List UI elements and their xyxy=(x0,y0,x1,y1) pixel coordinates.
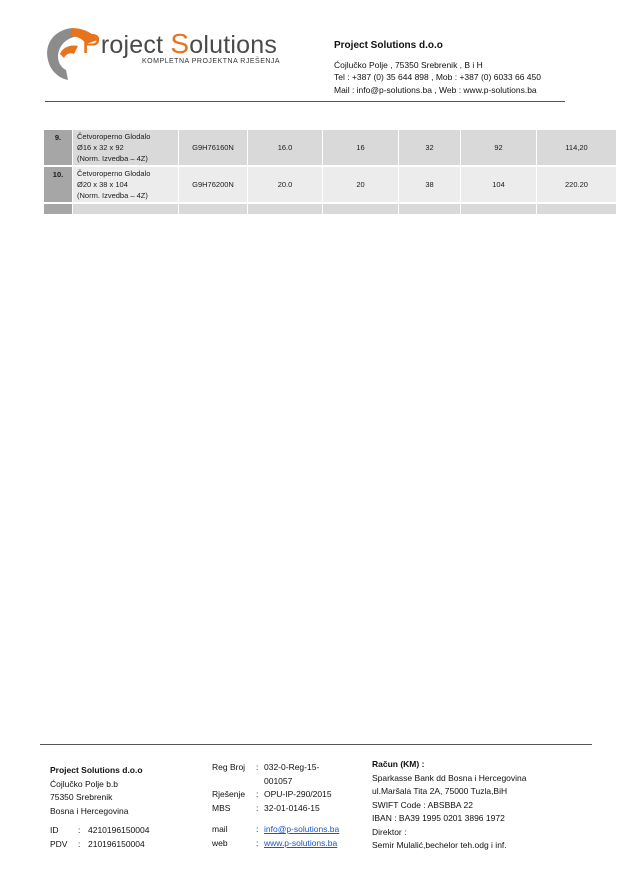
id-value: 4210196150004 xyxy=(88,825,150,835)
separator: : xyxy=(256,802,259,813)
row-desc-line: (Norm. Izvedba – 4Z) xyxy=(77,191,148,200)
footer-id-row xyxy=(50,824,149,838)
mbs-value: 32-01-0146-15 xyxy=(264,802,320,813)
row-price xyxy=(537,202,617,214)
separator: : xyxy=(256,824,259,834)
footer-divider xyxy=(40,744,592,745)
footer-pdv-row xyxy=(50,838,149,852)
direktor-label: Direktor : xyxy=(372,826,407,837)
id-label: ID xyxy=(50,825,59,835)
row-l xyxy=(461,202,537,214)
row-desc-line: Četvoroperno Glodalo xyxy=(77,169,151,178)
web-row xyxy=(212,837,364,851)
rjesenje-row xyxy=(212,788,364,802)
footer-address-line: 75350 Srebrenik xyxy=(50,792,113,802)
mail-row xyxy=(212,823,364,837)
row-price: 220.20 xyxy=(537,165,617,202)
row-desc-line: (Norm. Izvedba – 4Z) xyxy=(77,154,148,163)
logo-word-project: roject xyxy=(100,31,171,59)
mail-link[interactable]: info@p-solutions.ba xyxy=(264,824,340,834)
footer-company-name: Project Solutions d.o.o xyxy=(50,765,143,775)
iban: IBAN : BA39 1995 0201 3896 1972 xyxy=(372,813,505,823)
company-name: Project Solutions d.o.o xyxy=(334,40,443,51)
footer-company xyxy=(50,764,149,851)
footer-registration xyxy=(212,761,364,850)
footer-address-line: Ćojlučko Polje b.b xyxy=(50,778,119,789)
row-desc-line: Ø20 x 38 x 104 xyxy=(77,180,128,189)
row-d2: 20 xyxy=(323,165,399,202)
row-number: 10. xyxy=(44,165,73,202)
row-l1: 32 xyxy=(399,130,461,165)
separator: : xyxy=(78,825,81,835)
row-description xyxy=(73,165,179,202)
table-row xyxy=(44,165,617,202)
row-desc-line: Četvoroperno Glodalo xyxy=(77,132,151,141)
company-address: Ćojlučko Polje , 75350 Srebrenik , B i H xyxy=(334,59,483,70)
logo-initial-p: P xyxy=(82,28,101,59)
logo-tagline: KOMPLETNA PROJEKTNA RJEŠENJA xyxy=(142,58,281,65)
header-divider xyxy=(45,101,565,102)
items-table xyxy=(44,130,617,214)
row-description xyxy=(73,130,179,165)
web-label: web xyxy=(212,837,228,848)
table-row-empty xyxy=(44,202,617,214)
reg-label: Reg Broj xyxy=(212,762,246,772)
row-price: 114,20 xyxy=(537,130,617,165)
row-code: G9H76200N xyxy=(179,165,248,202)
row-description xyxy=(73,202,179,214)
mail-label: mail xyxy=(212,824,228,834)
separator: : xyxy=(256,789,259,799)
footer-bank xyxy=(372,758,527,853)
footer-ids xyxy=(50,824,149,851)
rjesenje-label: Rješenje xyxy=(212,789,246,799)
logo-word-solutions: olutions xyxy=(189,31,278,59)
rjesenje-value: OPU-IP-290/2015 xyxy=(264,789,332,799)
company-mail-web: Mail : info@p-solutions.ba , Web : www.p-solutions.ba xyxy=(334,84,537,95)
footer-address-line: Bosna i Hercegovina xyxy=(50,805,129,816)
pdv-value: 210196150004 xyxy=(88,838,145,849)
bank-name: Sparkasse Bank dd Bosna i Hercegovina xyxy=(372,772,527,783)
row-desc-line: Ø16 x 32 x 92 xyxy=(77,143,124,152)
row-code: G9H76160N xyxy=(179,130,248,165)
mbs-label: MBS xyxy=(212,802,231,813)
row-number: 9. xyxy=(44,130,73,165)
row-d2: 16 xyxy=(323,130,399,165)
logo-wordmark xyxy=(82,28,277,60)
racun-title: Račun (KM) : xyxy=(372,759,425,769)
pdv-label: PDV xyxy=(50,838,68,849)
separator: : xyxy=(78,838,81,849)
row-l: 92 xyxy=(461,130,537,165)
mbs-row xyxy=(212,802,364,816)
row-d xyxy=(248,202,323,214)
separator: : xyxy=(256,762,259,772)
row-d2 xyxy=(323,202,399,214)
reg-value: 032-0-Reg-15-001057 xyxy=(264,762,320,786)
row-l1 xyxy=(399,202,461,214)
row-number xyxy=(44,202,73,214)
web-link[interactable]: www.p-solutions.ba xyxy=(264,837,338,848)
reg-row xyxy=(212,761,364,788)
direktor-name: Semir Mulalić,bechelor teh.odg i inf. xyxy=(372,840,507,850)
separator: : xyxy=(256,837,259,848)
row-d: 20.0 xyxy=(248,165,323,202)
bank-address: ul.Maršala Tita 2A, 75000 Tuzla,BiH xyxy=(372,786,508,796)
company-phones: Tel : +387 (0) 35 644 898 , Mob : +387 (0) 6033 66 450 xyxy=(334,72,541,82)
logo-initial-s: S xyxy=(170,28,190,59)
row-code xyxy=(179,202,248,214)
company-logo xyxy=(42,24,282,84)
row-l1: 38 xyxy=(399,165,461,202)
row-l: 104 xyxy=(461,165,537,202)
row-d: 16.0 xyxy=(248,130,323,165)
company-contact-block xyxy=(334,40,541,96)
table-row xyxy=(44,130,617,165)
swift-code: SWIFT Code : ABSBBA 22 xyxy=(372,799,473,810)
